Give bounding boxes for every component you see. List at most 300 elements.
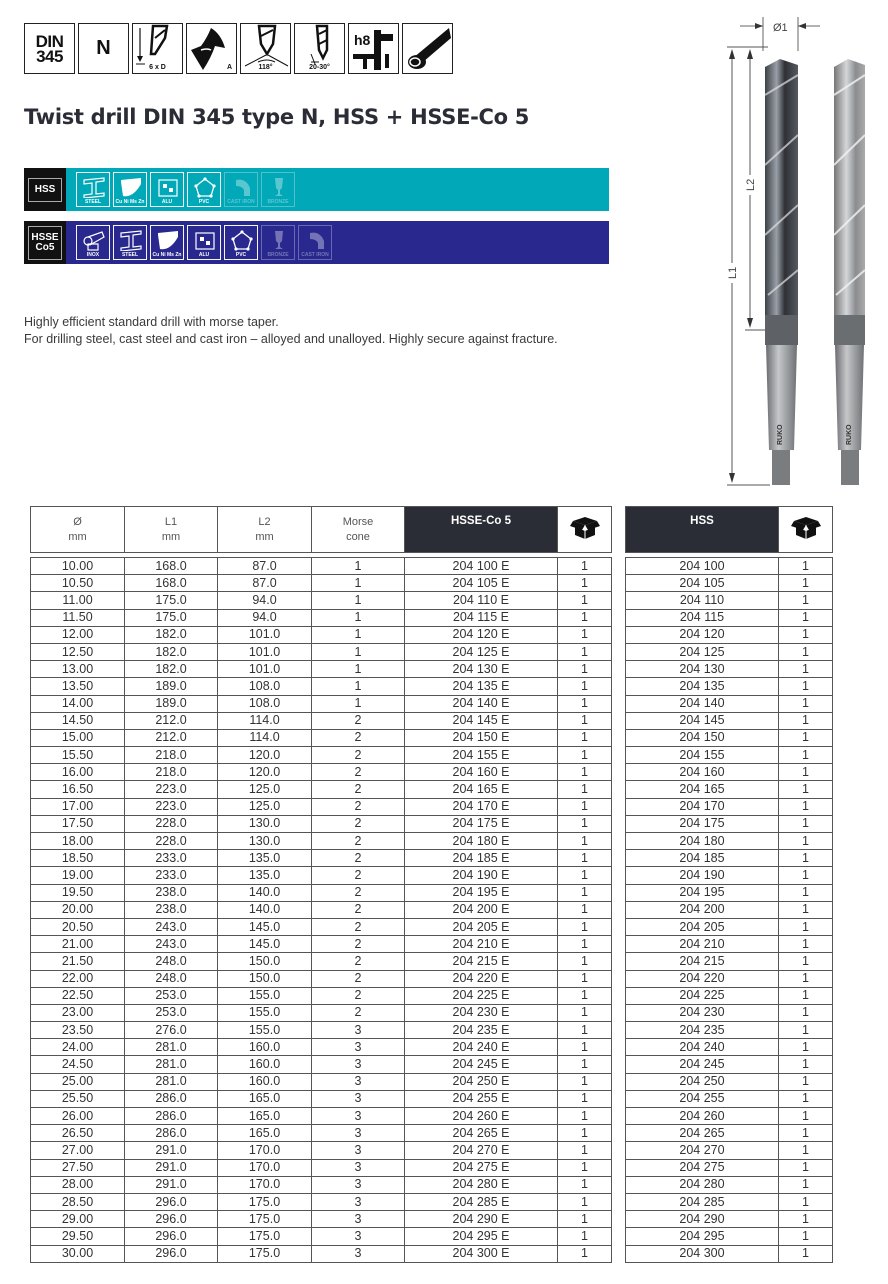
hss-pack-qty-cell: 1 <box>779 764 833 781</box>
hss-article-cell: 204 185 <box>626 850 779 867</box>
hsse-co5-article-cell: 204 175 E <box>405 815 558 832</box>
hsse-co5-article-cell: 204 185 E <box>405 850 558 867</box>
l2-cell: 155.0 <box>218 987 312 1004</box>
din-label: DIN <box>35 31 64 51</box>
l2-cell: 135.0 <box>218 850 312 867</box>
diameter-cell: 21.00 <box>31 936 125 953</box>
hss-table-row <box>626 970 833 987</box>
hss-table-row <box>626 592 833 609</box>
steel-beam-icon <box>119 229 143 251</box>
helix-angle-icon <box>294 23 345 74</box>
diameter-cell: 22.50 <box>31 987 125 1004</box>
l1-cell: 228.0 <box>125 815 218 832</box>
hsse-co5-pack-qty-cell: 1 <box>558 953 612 970</box>
morse-cone-cell: 3 <box>312 1245 405 1262</box>
hss-article-cell: 204 290 <box>626 1211 779 1228</box>
hss-article-cell: 204 135 <box>626 678 779 695</box>
l2-cell: 94.0 <box>218 592 312 609</box>
hsse-co5-article-cell: 204 195 E <box>405 884 558 901</box>
material-label: Cu Ni Ms Zn <box>152 252 182 258</box>
morse-cone-cell: 1 <box>312 643 405 660</box>
hss-article-cell: 204 260 <box>626 1108 779 1125</box>
morse-cone-cell: 2 <box>312 833 405 850</box>
table-row <box>31 1159 612 1176</box>
diameter-cell: 13.00 <box>31 661 125 678</box>
hsse-co5-pack-qty-cell: 1 <box>558 1193 612 1210</box>
non-ferrous-icon <box>119 176 143 198</box>
diameter-cell: 15.00 <box>31 729 125 746</box>
hss-table-row <box>626 850 833 867</box>
l2-cell: 87.0 <box>218 558 312 575</box>
l1-cell: 182.0 <box>125 626 218 643</box>
hss-pack-qty-cell: 1 <box>779 1004 833 1021</box>
morse-cone-cell: 1 <box>312 678 405 695</box>
hsse-co5-pack-qty-cell: 1 <box>558 1056 612 1073</box>
table-row <box>31 609 612 626</box>
table-row <box>31 1039 612 1056</box>
material-alu <box>150 172 184 207</box>
diameter-cell: 12.50 <box>31 643 125 660</box>
hss-article-cell: 204 270 <box>626 1142 779 1159</box>
hsse-co5-article-cell: 204 160 E <box>405 764 558 781</box>
hss-drill-image <box>834 59 865 315</box>
l1-cell: 296.0 <box>125 1193 218 1210</box>
hss-pack-qty-cell: 1 <box>779 1245 833 1262</box>
diameter-cell: 10.00 <box>31 558 125 575</box>
l2-cell: 155.0 <box>218 1004 312 1021</box>
l2-cell: 114.0 <box>218 712 312 729</box>
hss-article-cell: 204 275 <box>626 1159 779 1176</box>
hsse-co5-pack-qty-cell: 1 <box>558 1211 612 1228</box>
hss-article-cell: 204 105 <box>626 575 779 592</box>
point-angle-caption: 118° <box>258 64 273 71</box>
hss-article-cell: 204 295 <box>626 1228 779 1245</box>
hss-article-cell: 204 240 <box>626 1039 779 1056</box>
diameter-cell: 20.50 <box>31 918 125 935</box>
co5-badge-label: Co5 <box>35 241 55 253</box>
hsse-co5-pack-qty-cell: 1 <box>558 833 612 850</box>
hsse-co5-pack-qty-cell: 1 <box>558 678 612 695</box>
point-angle-icon <box>240 23 291 74</box>
l2-cell: 101.0 <box>218 643 312 660</box>
hss-pack-qty-cell: 1 <box>779 833 833 850</box>
l1-cell: 291.0 <box>125 1159 218 1176</box>
hss-article-cell: 204 110 <box>626 592 779 609</box>
hsse-co5-article-cell: 204 150 E <box>405 729 558 746</box>
l1-cell: 286.0 <box>125 1090 218 1107</box>
table-row <box>31 1176 612 1193</box>
hss-table-row <box>626 626 833 643</box>
l1-cell: 286.0 <box>125 1108 218 1125</box>
l2-cell: 140.0 <box>218 901 312 918</box>
header-pack-qty-hss <box>779 507 833 553</box>
hss-table-row <box>626 884 833 901</box>
hsse-co5-pack-qty-cell: 1 <box>558 867 612 884</box>
hss-pack-qty-cell: 1 <box>779 936 833 953</box>
hsse-co5-material-list <box>76 225 332 260</box>
hss-article-cell: 204 125 <box>626 643 779 660</box>
flute-type-icon <box>186 23 237 74</box>
diameter-cell: 26.00 <box>31 1108 125 1125</box>
hss-pack-qty-cell: 1 <box>779 798 833 815</box>
hss-table-row <box>626 1142 833 1159</box>
hss-table-row <box>626 747 833 764</box>
hss-article-cell: 204 220 <box>626 970 779 987</box>
hss-pack-qty-cell: 1 <box>779 1090 833 1107</box>
hsse-co5-article-cell: 204 290 E <box>405 1211 558 1228</box>
hsse-co5-pack-qty-cell: 1 <box>558 1004 612 1021</box>
box-icon <box>791 514 821 540</box>
l1-cell: 281.0 <box>125 1039 218 1056</box>
l2-cell: 125.0 <box>218 781 312 798</box>
l1-cell: 233.0 <box>125 850 218 867</box>
hss-pack-qty-cell: 1 <box>779 781 833 798</box>
hsse-co5-pack-qty-cell: 1 <box>558 1159 612 1176</box>
hss-pack-qty-cell: 1 <box>779 575 833 592</box>
table-row <box>31 1056 612 1073</box>
morse-cone-cell: 2 <box>312 850 405 867</box>
hsse-co5-pack-qty-cell: 1 <box>558 1073 612 1090</box>
hsse-co5-article-cell: 204 260 E <box>405 1108 558 1125</box>
morse-cone-cell: 3 <box>312 1073 405 1090</box>
drill-drawing <box>720 15 880 495</box>
hsse-co5-pack-qty-cell: 1 <box>558 884 612 901</box>
diameter-cell: 17.00 <box>31 798 125 815</box>
material-cu-ni-ms-zn <box>113 172 147 207</box>
l1-cell: 286.0 <box>125 1125 218 1142</box>
l2-cell: 130.0 <box>218 815 312 832</box>
hss-table-row <box>626 781 833 798</box>
hss-article-cell: 204 245 <box>626 1056 779 1073</box>
hsse-co5-article-cell: 204 125 E <box>405 643 558 660</box>
diameter-cell: 24.00 <box>31 1039 125 1056</box>
hsse-co5-article-cell: 204 265 E <box>405 1125 558 1142</box>
table-row <box>31 815 612 832</box>
l1-cell: 238.0 <box>125 901 218 918</box>
l1-cell: 212.0 <box>125 729 218 746</box>
hss-table-row <box>626 1228 833 1245</box>
hss-pack-qty-cell: 1 <box>779 953 833 970</box>
hss-material-list <box>76 172 295 207</box>
hsse-co5-pack-qty-cell: 1 <box>558 1245 612 1262</box>
hss-pack-qty-cell: 1 <box>779 695 833 712</box>
hss-article-cell: 204 210 <box>626 936 779 953</box>
l2-cell: 108.0 <box>218 695 312 712</box>
header-morse-cone: Morse cone <box>312 507 405 553</box>
hss-table-row <box>626 1039 833 1056</box>
diameter-cell: 25.50 <box>31 1090 125 1107</box>
hss-article-cell: 204 280 <box>626 1176 779 1193</box>
hss-pack-qty-cell: 1 <box>779 558 833 575</box>
hsse-co5-article-cell: 204 170 E <box>405 798 558 815</box>
pvc-icon <box>193 176 217 198</box>
hss-table-row <box>626 918 833 935</box>
diameter-cell: 11.00 <box>31 592 125 609</box>
hss-pack-qty-cell: 1 <box>779 729 833 746</box>
hss-table-row <box>626 712 833 729</box>
hsse-co5-pack-qty-cell: 1 <box>558 558 612 575</box>
hss-table-row <box>626 1125 833 1142</box>
hsse-co5-article-cell: 204 140 E <box>405 695 558 712</box>
hss-article-cell: 204 265 <box>626 1125 779 1142</box>
hss-article-cell: 204 140 <box>626 695 779 712</box>
diameter-cell: 10.50 <box>31 575 125 592</box>
hsse-co5-article-cell: 204 190 E <box>405 867 558 884</box>
l2-cell: 150.0 <box>218 970 312 987</box>
hss-pack-qty-cell: 1 <box>779 850 833 867</box>
hsse-co5-drill-image <box>765 59 798 315</box>
type-n-icon <box>78 23 129 74</box>
morse-cone-cell: 1 <box>312 695 405 712</box>
hss-table-row <box>626 661 833 678</box>
hsse-co5-article-cell: 204 250 E <box>405 1073 558 1090</box>
l2-cell: 165.0 <box>218 1125 312 1142</box>
hsse-co5-article-cell: 204 220 E <box>405 970 558 987</box>
aluminium-profile-icon <box>193 229 217 251</box>
hss-pack-qty-cell: 1 <box>779 815 833 832</box>
hss-pack-qty-cell: 1 <box>779 1073 833 1090</box>
hss-table-row <box>626 1073 833 1090</box>
hsse-co5-pack-qty-cell: 1 <box>558 987 612 1004</box>
hsse-co5-pack-qty-cell: 1 <box>558 918 612 935</box>
morse-cone-cell: 3 <box>312 1193 405 1210</box>
hss-table-row <box>626 1211 833 1228</box>
hsse-co5-pack-qty-cell: 1 <box>558 1125 612 1142</box>
hsse-co5-article-cell: 204 270 E <box>405 1142 558 1159</box>
hss-pack-qty-cell: 1 <box>779 987 833 1004</box>
hss-article-cell: 204 190 <box>626 867 779 884</box>
diameter-cell: 18.50 <box>31 850 125 867</box>
material-cu-ni-ms-zn <box>150 225 184 260</box>
l1-cell: 228.0 <box>125 833 218 850</box>
morse-cone-cell: 2 <box>312 867 405 884</box>
table-row <box>31 729 612 746</box>
l2-label: L2 <box>745 178 757 191</box>
table-row <box>31 626 612 643</box>
hss-article-cell: 204 175 <box>626 815 779 832</box>
l1-cell: 296.0 <box>125 1228 218 1245</box>
morse-cone-cell: 3 <box>312 1039 405 1056</box>
hss-table-header <box>625 506 833 553</box>
l1-cell: 175.0 <box>125 609 218 626</box>
header-l2: L2 mm <box>218 507 312 553</box>
hss-table-row <box>626 867 833 884</box>
morse-cone-cell: 1 <box>312 626 405 643</box>
hsse-co5-article-cell: 204 120 E <box>405 626 558 643</box>
hss-pack-qty-cell: 1 <box>779 1228 833 1245</box>
hsse-co5-pack-qty-cell: 1 <box>558 729 612 746</box>
morse-cone-cell: 3 <box>312 1228 405 1245</box>
material-label: CAST IRON <box>301 252 329 258</box>
l2-cell: 130.0 <box>218 833 312 850</box>
bronze-icon <box>267 176 291 198</box>
diameter-cell: 12.00 <box>31 626 125 643</box>
table-row <box>31 1073 612 1090</box>
table-row <box>31 1142 612 1159</box>
helix-caption: 20-30° <box>309 64 330 71</box>
table-row <box>31 695 612 712</box>
page-title: Twist drill DIN 345 type N, HSS + HSSE-Co 5 <box>24 105 530 129</box>
product-description <box>24 314 558 348</box>
hss-table-row <box>626 901 833 918</box>
morse-cone-cell: 2 <box>312 712 405 729</box>
table-row <box>31 1108 612 1125</box>
hsse-co5-article-cell: 204 105 E <box>405 575 558 592</box>
hss-article-cell: 204 170 <box>626 798 779 815</box>
hss-pack-qty-cell: 1 <box>779 643 833 660</box>
hss-table-row <box>626 558 833 575</box>
hsse-co5-article-cell: 204 280 E <box>405 1176 558 1193</box>
main-product-table <box>30 557 612 1263</box>
hsse-co5-article-cell: 204 240 E <box>405 1039 558 1056</box>
hsse-co5-article-cell: 204 225 E <box>405 987 558 1004</box>
diameter-cell: 14.00 <box>31 695 125 712</box>
hsse-co5-pack-qty-cell: 1 <box>558 626 612 643</box>
table-row <box>31 764 612 781</box>
hss-pack-qty-cell: 1 <box>779 1125 833 1142</box>
morse-cone-cell: 2 <box>312 970 405 987</box>
morse-cone-cell: 2 <box>312 729 405 746</box>
hss-pack-qty-cell: 1 <box>779 1022 833 1039</box>
l2-cell: 135.0 <box>218 867 312 884</box>
l1-label: L1 <box>727 266 739 279</box>
spec-icon-strip <box>24 23 453 74</box>
hss-table-row <box>626 936 833 953</box>
l1-cell: 218.0 <box>125 747 218 764</box>
material-label: PVC <box>198 199 210 205</box>
bronze-icon <box>267 229 291 251</box>
diameter-cell: 16.00 <box>31 764 125 781</box>
hsse-co5-pack-qty-cell: 1 <box>558 1090 612 1107</box>
tolerance-label: h8 <box>354 32 371 48</box>
l1-cell: 223.0 <box>125 781 218 798</box>
hsse-co5-article-cell: 204 110 E <box>405 592 558 609</box>
material-pvc <box>187 172 221 207</box>
morse-cone-cell: 2 <box>312 764 405 781</box>
hsse-co5-article-cell: 204 130 E <box>405 661 558 678</box>
hss-pack-qty-cell: 1 <box>779 1211 833 1228</box>
l2-cell: 165.0 <box>218 1108 312 1125</box>
hss-material-bar <box>24 168 609 211</box>
diameter-cell: 19.50 <box>31 884 125 901</box>
hss-table-row <box>626 1176 833 1193</box>
hss-table-row <box>626 643 833 660</box>
hss-article-cell: 204 115 <box>626 609 779 626</box>
pvc-icon <box>230 229 254 251</box>
l1-cell: 238.0 <box>125 884 218 901</box>
table-row <box>31 781 612 798</box>
hsse-co5-article-cell: 204 285 E <box>405 1193 558 1210</box>
material-label: BRONZE <box>267 252 289 258</box>
hss-article-cell: 204 145 <box>626 712 779 729</box>
morse-cone-cell: 2 <box>312 781 405 798</box>
morse-cone-cell: 3 <box>312 1159 405 1176</box>
material-alu <box>187 225 221 260</box>
hss-table-row <box>626 695 833 712</box>
diameter-cell: 23.50 <box>31 1022 125 1039</box>
morse-cone-cell: 2 <box>312 987 405 1004</box>
table-row <box>31 867 612 884</box>
hss-table-row <box>626 1056 833 1073</box>
morse-cone-cell: 2 <box>312 747 405 764</box>
hss-pack-qty-cell: 1 <box>779 884 833 901</box>
header-l1: L1 mm <box>125 507 218 553</box>
hsse-co5-article-cell: 204 100 E <box>405 558 558 575</box>
hss-article-cell: 204 100 <box>626 558 779 575</box>
morse-cone-cell: 3 <box>312 1211 405 1228</box>
description-line-2: For drilling steel, cast steel and cast iron – alloyed and unalloyed. Highly secure against fracture. <box>24 332 558 346</box>
non-ferrous-icon <box>156 229 180 251</box>
l2-cell: 120.0 <box>218 747 312 764</box>
table-row <box>31 953 612 970</box>
hss-table-row <box>626 575 833 592</box>
diameter-cell: 13.50 <box>31 678 125 695</box>
hss-table-row <box>626 815 833 832</box>
morse-cone-cell: 3 <box>312 1022 405 1039</box>
l2-cell: 120.0 <box>218 764 312 781</box>
hss-article-cell: 204 285 <box>626 1193 779 1210</box>
material-label: PVC <box>235 252 247 258</box>
l1-cell: 182.0 <box>125 661 218 678</box>
l1-cell: 168.0 <box>125 575 218 592</box>
hsse-co5-pack-qty-cell: 1 <box>558 695 612 712</box>
l1-cell: 291.0 <box>125 1142 218 1159</box>
hss-pack-qty-cell: 1 <box>779 1193 833 1210</box>
hss-pack-qty-cell: 1 <box>779 1176 833 1193</box>
table-row <box>31 918 612 935</box>
brand-mark-dark-drill: RUKO <box>777 424 784 445</box>
morse-cone-cell: 3 <box>312 1090 405 1107</box>
l1-cell: 248.0 <box>125 970 218 987</box>
l2-cell: 175.0 <box>218 1228 312 1245</box>
hsse-co5-pack-qty-cell: 1 <box>558 661 612 678</box>
l1-cell: 281.0 <box>125 1056 218 1073</box>
main-table-header <box>30 506 612 553</box>
table-row <box>31 884 612 901</box>
hsse-co5-pack-qty-cell: 1 <box>558 747 612 764</box>
l2-cell: 160.0 <box>218 1056 312 1073</box>
material-label: ALU <box>198 252 210 258</box>
diameter-cell: 27.50 <box>31 1159 125 1176</box>
diameter-cell: 15.50 <box>31 747 125 764</box>
morse-cone-cell: 3 <box>312 1108 405 1125</box>
l2-cell: 170.0 <box>218 1159 312 1176</box>
table-row <box>31 970 612 987</box>
hss-pack-qty-cell: 1 <box>779 918 833 935</box>
hss-badge-label: HSS <box>28 178 62 202</box>
material-inox <box>76 225 110 260</box>
hsse-co5-pack-qty-cell: 1 <box>558 798 612 815</box>
diameter-cell: 29.00 <box>31 1211 125 1228</box>
hsse-co5-article-cell: 204 155 E <box>405 747 558 764</box>
l1-cell: 175.0 <box>125 592 218 609</box>
hsse-co5-article-cell: 204 245 E <box>405 1056 558 1073</box>
l1-cell: 212.0 <box>125 712 218 729</box>
cast-iron-icon <box>304 229 328 251</box>
diameter-cell: 28.00 <box>31 1176 125 1193</box>
hsse-co5-badge <box>24 221 66 264</box>
hss-article-cell: 204 235 <box>626 1022 779 1039</box>
hsse-co5-article-cell: 204 300 E <box>405 1245 558 1262</box>
brand-mark-light-drill: RUKO <box>846 424 853 445</box>
material-label: STEEL <box>121 252 139 258</box>
hss-table-row <box>626 833 833 850</box>
hss-table-row <box>626 1159 833 1176</box>
table-row <box>31 833 612 850</box>
hss-article-cell: 204 200 <box>626 901 779 918</box>
l1-cell: 233.0 <box>125 867 218 884</box>
table-row <box>31 901 612 918</box>
